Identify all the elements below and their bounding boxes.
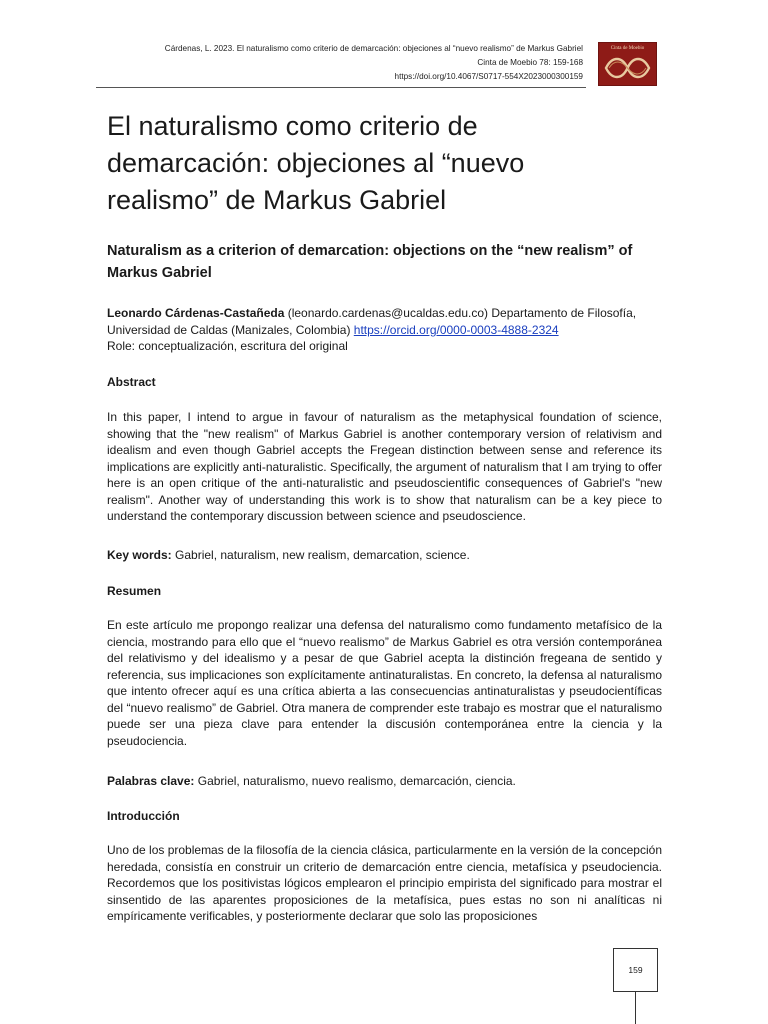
article-title: El naturalismo como criterio de demarcación: objeciones al “nuevo realismo” de Markus Gabriel: [107, 111, 525, 215]
keywords-label: Key words:: [107, 548, 172, 562]
palabras-clave-label: Palabras clave:: [107, 774, 195, 788]
author-block: [107, 305, 662, 355]
keywords-text: Gabriel, naturalism, new realism, demarcation, science.: [171, 548, 470, 562]
palabras-clave-text: Gabriel, naturalismo, nuevo realismo, demarcación, ciencia.: [194, 774, 516, 788]
abstract-heading: Abstract: [107, 375, 156, 389]
citation-line: Cárdenas, L. 2023. El naturalismo como criterio de demarcación: objeciones al “nuevo realismo” de Markus Gabriel: [164, 44, 583, 53]
moebius-ribbon-icon: [602, 53, 653, 83]
keywords: [107, 547, 662, 564]
doi-line: https://doi.org/10.4067/S0717-554X2023000300159: [394, 72, 583, 81]
orcid-link[interactable]: https://orcid.org/0000-0003-4888-2324: [353, 322, 559, 337]
header-divider: [96, 87, 586, 88]
author-role: Role: conceptualización, escritura del original: [107, 339, 348, 353]
journal-logo: [598, 42, 657, 86]
resumen-text: En este artículo me propongo realizar una defensa del naturalismo como fundamento metafísico de la ciencia, mostrando para ello que el “nuevo realismo” de Markus Gabriel es otra versión contemporánea del relativismo y del idealismo y a pesar de que Gabriel acepta la distinción fregeana de sentido y referencia, sus implicaciones son explícitamente antinaturalistas. En concreto, la defensa al naturalismo que intento ofrecer aquí es una crítica abierta a las consecuencias antinaturalistas y pseudocientíficas del “nuevo realismo” de Gabriel. Otra manera de comprender este trabajo es mostrar que el naturalismo puede ser una pieza clave para entender la discusión contemporánea entre la ciencia y la pseudociencia.: [107, 618, 662, 748]
author-affiliation: (leonardo.cardenas@ucaldas.edu.co) Departamento de Filosofía, Universidad de Caldas (Manizales, Colombia): [107, 306, 637, 337]
page-number: 159: [613, 948, 658, 992]
abstract-text: In this paper, I intend to argue in favour of naturalism as the metaphysical foundation of science, showing that the "new realism" of Markus Gabriel is another contemporary version of relativism and idealism and even though Gabriel accepts the Fregean distinction between sense and reference its implications are explicitly anti-naturalistic. Specifically, the argument of naturalism that I am trying to offer here is an open critique of the anti-naturalistic and pseudoscientific consequences of Gabriel's "new realism". Another way of understanding this work is to show that naturalism can be a key piece to understand the contemporary discussion between science and pseudoscience.: [107, 410, 662, 523]
journal-issue: Cinta de Moebio 78: 159-168: [477, 58, 583, 67]
author-name: Leonardo Cárdenas-Castañeda: [107, 306, 285, 320]
page-number-line: [635, 992, 636, 1024]
palabras-clave: [107, 773, 662, 790]
article-title-english: Naturalism as a criterion of demarcation: objections on the “new realism” of Markus Gabriel: [107, 243, 633, 281]
introduccion-text: Uno de los problemas de la filosofía de la ciencia clásica, particularmente en la versión de la concepción heredada, consistía en construir un criterio de demarcación entre ciencia, metafísica y pseudociencia. Recordemos que los positivistas lógicos emplearon el principio empirista del significado para mostrar el sinsentido de las aparentes proposiciones de la metafísica, pues estas no son ni analíticas ni empíricamente verificables, y posteriormente declarar que solo las proposiciones: [107, 843, 662, 923]
introduccion-heading: Introducción: [107, 809, 180, 823]
citation-header: [83, 42, 583, 84]
resumen-heading: Resumen: [107, 584, 162, 598]
logo-caption: Cinta de Moebio: [610, 46, 645, 51]
